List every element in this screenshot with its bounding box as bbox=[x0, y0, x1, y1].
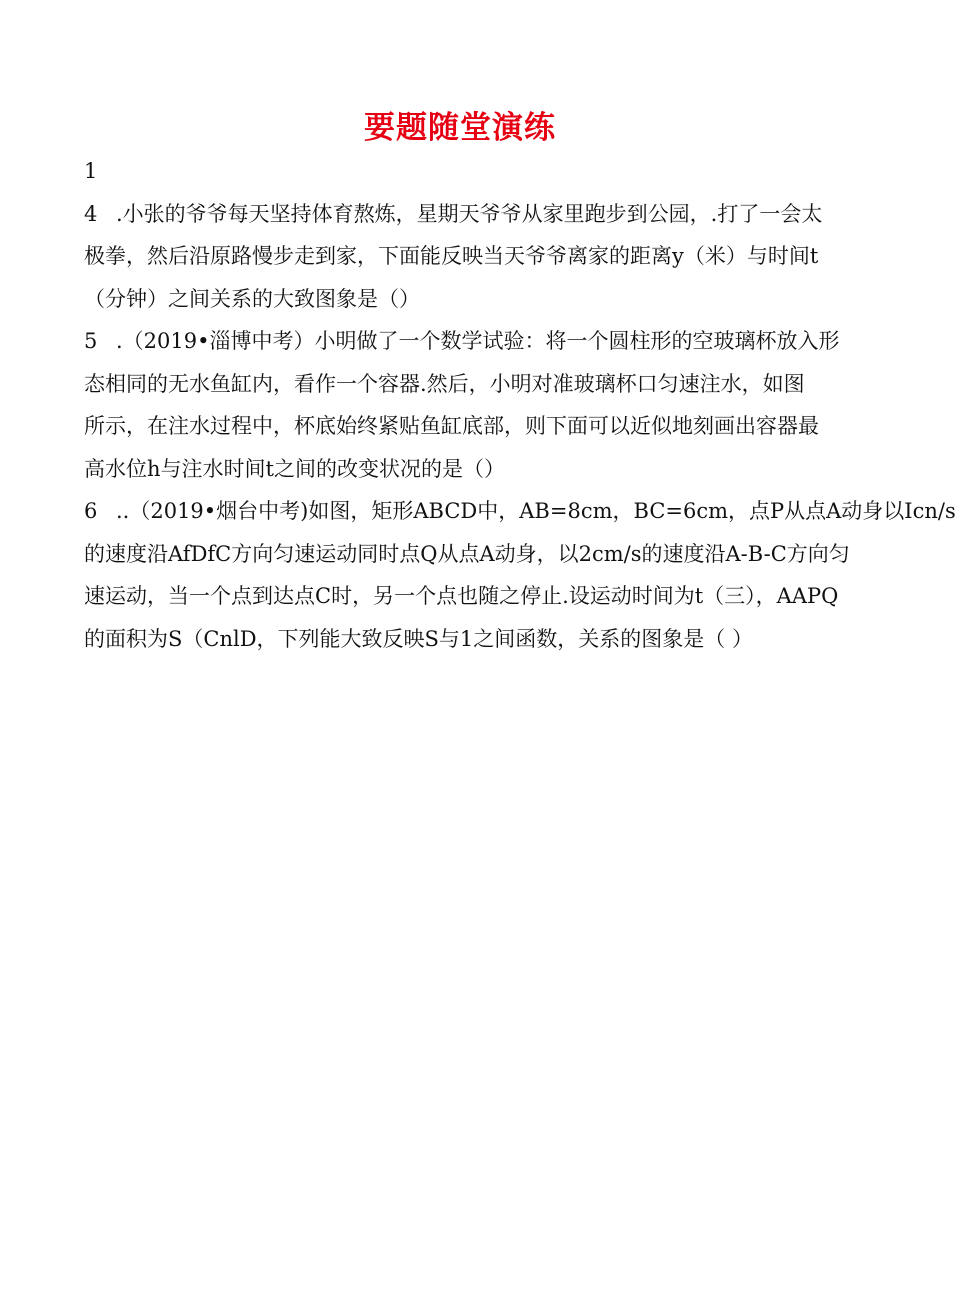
question-line bbox=[84, 320, 844, 363]
question-line: 的面积为S（CnlD，下列能大致反映S与1之间函数，关系的图象是（ ） bbox=[84, 626, 753, 651]
page-title: 要题随堂演练 bbox=[364, 110, 556, 146]
question-4 bbox=[84, 193, 844, 321]
question-6 bbox=[84, 490, 956, 660]
question-number: 5 bbox=[84, 329, 98, 353]
question-line: 极拳，然后沿原路慢步走到家，下面能反映当天爷爷离家的距离y（米）与时间t bbox=[84, 244, 819, 268]
question-line: 所示，在注水过程中，杯底始终紧贴鱼缸底部，则下面可以近似地刻画出容器最 bbox=[84, 414, 819, 438]
question-text: ..（2019•烟台中考)如图，矩形ABCD中，AB=8cm，BC=6cm，点P从点A动身以Icn/s bbox=[116, 499, 956, 523]
question-line: 速运动，当一个点到达点C时，另一个点也随之停止.设运动时间为t（三），AAPQ bbox=[84, 584, 839, 608]
question-number: 4 bbox=[84, 201, 98, 226]
section-number: 1 bbox=[84, 159, 98, 183]
question-line bbox=[84, 193, 844, 236]
question-5 bbox=[84, 320, 844, 490]
question-number: 6 bbox=[84, 499, 98, 523]
question-text: .（2019•淄博中考）小明做了一个数学试验：将一个圆柱形的空玻璃杯放入形 bbox=[116, 329, 840, 353]
question-line: 态相同的无水鱼缸内，看作一个容器.然后，小明对准玻璃杯口匀速注水，如图 bbox=[84, 371, 805, 396]
question-line: 的速度沿AfDfC方向匀速运动同时点Q从点A动身，以2cm/s的速度沿A-B-C方向匀 bbox=[84, 541, 850, 566]
question-line: （分钟）之间关系的大致图象是（） bbox=[84, 286, 420, 311]
question-line bbox=[84, 490, 956, 533]
question-line: 高水位h与注水时间t之间的改变状况的是（） bbox=[84, 456, 505, 481]
question-text: .小张的爷爷每天坚持体育熬炼，星期天爷爷从家里跑步到公园，.打了一会太 bbox=[116, 201, 823, 226]
document-body bbox=[84, 150, 956, 660]
